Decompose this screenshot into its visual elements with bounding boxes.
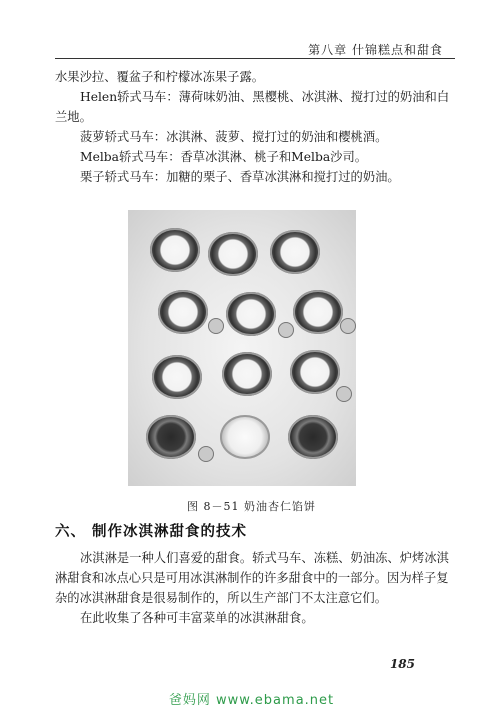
paragraph-3: 菠萝轿式马车：冰淇淋、菠萝、搅打过的奶油和樱桃酒。 bbox=[80, 130, 388, 144]
paragraph-4: Melba轿式马车：香草冰淇淋、桃子和Melba沙司。 bbox=[80, 150, 368, 164]
tart-1 bbox=[150, 228, 200, 272]
section-paragraph-1: 冰淇淋是一种人们喜爱的甜食。轿式马车、冻糕、奶油冻、炉烤冰淇淋甜食和冰点心只是可用冰淇淋制作的许多甜食中的一部分。因为样子复杂的冰淇淋甜食是很易制作的，所以生产部门不太注意它们。 bbox=[55, 551, 449, 605]
tart-photo bbox=[128, 210, 356, 486]
small-tart-4 bbox=[336, 386, 352, 402]
small-tart-1 bbox=[208, 318, 224, 334]
small-tart-3 bbox=[340, 318, 356, 334]
paragraph-2: Helen轿式马车：薄荷味奶油、黑樱桃、冰淇淋、搅打过的奶油和白兰地。 bbox=[55, 90, 450, 124]
tart-2 bbox=[208, 232, 258, 276]
tart-3 bbox=[270, 230, 320, 274]
header-rule bbox=[55, 58, 455, 59]
tart-5 bbox=[226, 292, 276, 336]
section-paragraph-2: 在此收集了各种可丰富菜单的冰淇淋甜食。 bbox=[80, 611, 314, 625]
tart-12 bbox=[288, 415, 338, 459]
page-header bbox=[0, 0, 503, 60]
top-text-block bbox=[55, 67, 455, 187]
tart-11 bbox=[220, 415, 270, 459]
paragraph-5: 栗子轿式马车：加糖的栗子、香草冰淇淋和搅打过的奶油。 bbox=[80, 170, 400, 184]
tart-7 bbox=[152, 355, 202, 399]
tart-9 bbox=[290, 350, 340, 394]
tart-6 bbox=[293, 290, 343, 334]
figure-caption: 图 8－51 奶油杏仁馅饼 bbox=[187, 500, 316, 513]
paragraph-1: 水果沙拉、覆盆子和柠檬冰冻果子露。 bbox=[55, 70, 265, 84]
tart-10 bbox=[146, 415, 196, 459]
tart-8 bbox=[222, 352, 272, 396]
watermark-text: 爸妈网 www.ebama.net bbox=[168, 693, 335, 708]
small-tart-2 bbox=[278, 322, 294, 338]
chapter-title: 第八章 什锦糕点和甜食 bbox=[308, 43, 443, 57]
tart-4 bbox=[158, 290, 208, 334]
section-text-block bbox=[55, 548, 455, 628]
page-number: 185 bbox=[389, 657, 415, 671]
small-tart-5 bbox=[198, 446, 214, 462]
section-heading: 六、 制作冰淇淋甜食的技术 bbox=[55, 524, 248, 540]
